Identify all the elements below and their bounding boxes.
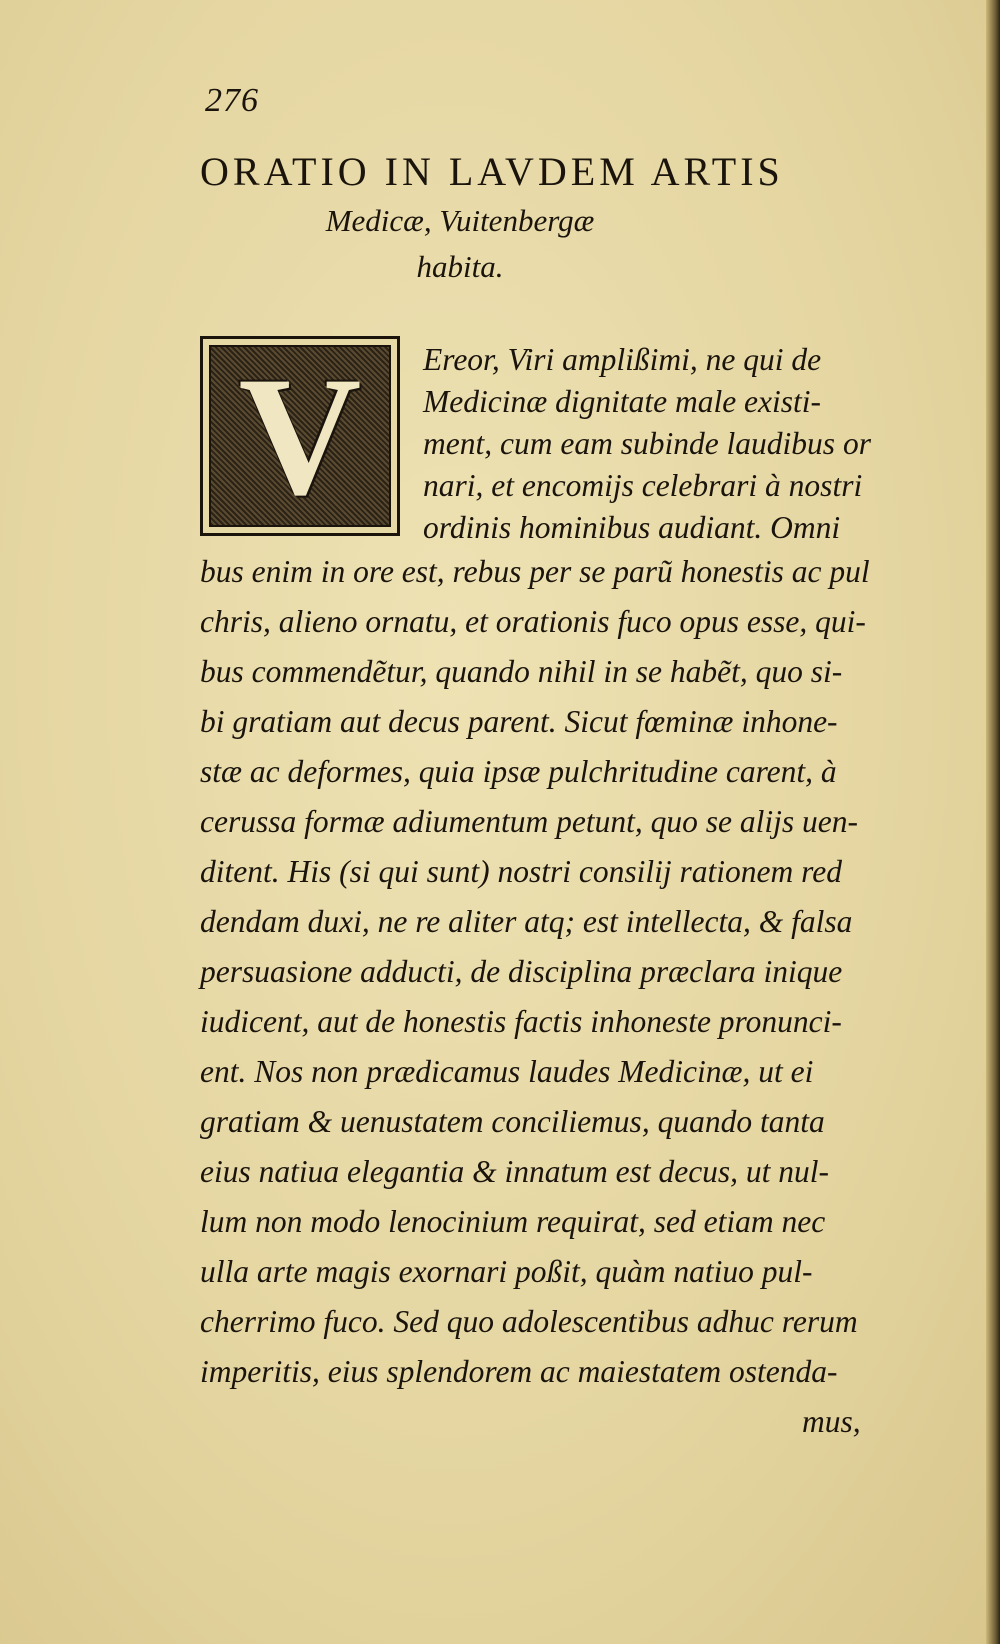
text-line: ment, cum eam subinde laudibus or: [423, 426, 871, 461]
text-line: bus commendẽtur, quando nihil in se habẽt, quo si-: [200, 654, 843, 689]
page-number: 276: [205, 82, 259, 119]
text-line: ent. Nos non prædicamus laudes Medicinæ, ut ei: [200, 1054, 814, 1089]
text-line: eius natiua elegantia & innatum est decus, ut nul-: [200, 1154, 830, 1189]
initial-letter: V: [238, 342, 362, 530]
text-line: Medicinæ dignitate male existi-: [423, 384, 822, 419]
text-line: chris, alieno ornatu, et orationis fuco opus esse, qui-: [200, 604, 866, 639]
text-line: cherrimo fuco. Sed quo adolescentibus adhuc rerum: [200, 1304, 858, 1339]
woodcut-frame: [209, 342, 391, 530]
text-line: ordinis hominibus audiant. Omni: [423, 510, 841, 545]
text-line: imperitis, eius splendorem ac maiestatem ostenda-: [200, 1354, 838, 1389]
text-line: iudicent, aut de honestis factis inhoneste pronunci-: [200, 1004, 842, 1039]
subtitle-line: habita.: [416, 249, 504, 284]
text-line: gratiam & uenustatem conciliemus, quando tanta: [200, 1104, 825, 1139]
catchword: mus,: [802, 1404, 861, 1439]
oration-subtitle: [200, 198, 720, 290]
text-line: dendam duxi, ne re aliter atq; est intellecta, & falsa: [200, 904, 853, 939]
text-line: stæ ac deformes, quia ipsæ pulchritudine carent, à: [200, 754, 837, 789]
text-line: cerussa formæ adiumentum petunt, quo se alijs uen-: [200, 804, 858, 839]
text-line: nari, et encomijs celebrari à nostri: [423, 468, 863, 503]
oration-title: ORATIO IN LAVDEM ARTIS: [200, 149, 784, 194]
text-line: ulla arte magis exornari poßit, quàm natiuo pul-: [200, 1254, 813, 1289]
text-line: ditent. His (si qui sunt) nostri consilij rationem red: [200, 854, 842, 889]
text-line: Ereor, Viri amplißimi, ne qui de: [423, 342, 822, 377]
text-line: bi gratiam aut decus parent. Sicut fœminæ inhone-: [200, 704, 838, 739]
woodcut-initial-icon: [200, 336, 400, 536]
page-edge: [986, 0, 1000, 1644]
text-line: bus enim in ore est, rebus per se parũ honestis ac pul: [200, 554, 870, 589]
subtitle-line: Medicæ, Vuitenbergæ: [325, 203, 595, 238]
text-line: lum non modo lenocinium requirat, sed etiam nec: [200, 1204, 826, 1239]
text-line: persuasione adducti, de disciplina præclara inique: [200, 954, 843, 989]
